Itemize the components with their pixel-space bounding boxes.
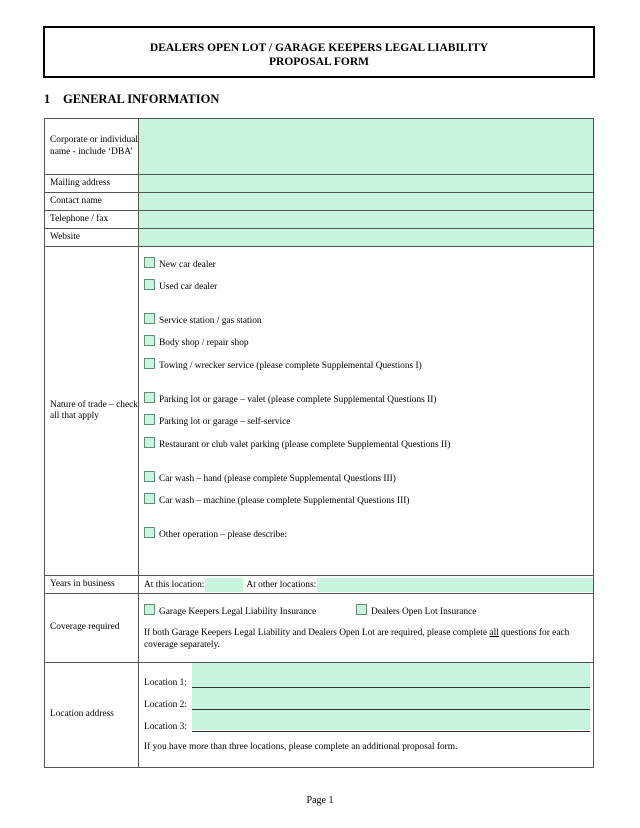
mailing-address-label: Mailing address bbox=[45, 175, 139, 193]
checkbox[interactable] bbox=[144, 471, 155, 482]
checkbox[interactable] bbox=[144, 493, 155, 504]
coverage-note-text: If both Garage Keepers Legal Liability and Dealers Open Lot are required, please complete bbox=[144, 628, 490, 638]
general-information-table bbox=[44, 118, 594, 768]
corporate-name-field[interactable] bbox=[139, 119, 594, 175]
location-2-field[interactable] bbox=[192, 695, 590, 710]
trade-option-label: Parking lot or garage – self-service bbox=[159, 417, 291, 427]
section-title: GENERAL INFORMATION bbox=[63, 92, 220, 106]
trade-option-other[interactable] bbox=[144, 527, 287, 540]
location-1-field[interactable] bbox=[192, 673, 590, 688]
checkbox[interactable] bbox=[144, 527, 155, 538]
trade-option-label: Towing / wrecker service (please complete Supplemental Questions I) bbox=[159, 361, 422, 371]
locations-note: If you have more than three locations, please complete an additional proposal form. bbox=[144, 742, 458, 752]
location-3-row bbox=[144, 717, 590, 732]
nature-of-trade-options bbox=[139, 247, 594, 576]
form-title-box bbox=[43, 26, 595, 78]
contact-name-label: Contact name bbox=[45, 193, 139, 211]
checkbox[interactable] bbox=[356, 604, 367, 615]
trade-option-new-car-dealer[interactable] bbox=[144, 257, 216, 270]
trade-option-towing[interactable] bbox=[144, 358, 422, 371]
checkbox[interactable] bbox=[144, 279, 155, 290]
trade-option-label: Used car dealer bbox=[159, 282, 218, 292]
trade-option-label: Car wash – hand (please complete Supplemental Questions III) bbox=[159, 474, 396, 484]
coverage-required-cell bbox=[139, 594, 594, 663]
other-locations-label: At other locations: bbox=[246, 579, 317, 590]
row-nature-of-trade bbox=[45, 247, 594, 576]
checkbox[interactable] bbox=[144, 257, 155, 268]
row-mailing-address bbox=[45, 175, 594, 193]
trade-option-label: Service station / gas station bbox=[159, 316, 262, 326]
checkbox[interactable] bbox=[144, 414, 155, 425]
coverage-option-label: Garage Keepers Legal Liability Insurance bbox=[159, 607, 317, 617]
form-title-line1: DEALERS OPEN LOT / GARAGE KEEPERS LEGAL LIABILITY bbox=[149, 42, 489, 54]
trade-option-label: Restaurant or club valet parking (please complete Supplemental Questions II) bbox=[159, 440, 451, 450]
contact-name-field[interactable] bbox=[139, 193, 594, 211]
row-telephone-fax bbox=[45, 211, 594, 229]
location-3-label: Location 3: bbox=[144, 722, 187, 732]
corporate-name-label: Corporate or individual name - include ‘DBA’ bbox=[45, 119, 139, 175]
telephone-fax-field[interactable] bbox=[139, 211, 594, 229]
section-heading bbox=[44, 92, 219, 107]
this-location-years-field[interactable] bbox=[205, 578, 243, 592]
trade-option-parking-self-service[interactable] bbox=[144, 414, 290, 427]
location-1-label: Location 1: bbox=[144, 678, 187, 688]
trade-option-label: Car wash – machine (please complete Supplemental Questions III) bbox=[159, 496, 410, 506]
website-field[interactable] bbox=[139, 229, 594, 247]
checkbox[interactable] bbox=[144, 335, 155, 346]
row-corporate-name bbox=[45, 119, 594, 175]
trade-option-label: Parking lot or garage – valet (please complete Supplemental Questions II) bbox=[159, 395, 437, 405]
checkbox[interactable] bbox=[144, 313, 155, 324]
location-2-row bbox=[144, 695, 590, 710]
years-in-business-label: Years in business bbox=[45, 576, 139, 594]
trade-option-label: Other operation – please describe: bbox=[159, 530, 288, 540]
nature-of-trade-label: Nature of trade – check all that apply bbox=[45, 247, 139, 576]
coverage-required-label: Coverage required bbox=[45, 594, 139, 663]
telephone-fax-label: Telephone / fax bbox=[45, 211, 139, 229]
checkbox[interactable] bbox=[144, 437, 155, 448]
website-label: Website bbox=[45, 229, 139, 247]
location-3-field[interactable] bbox=[192, 717, 590, 732]
location-address-cell bbox=[139, 663, 594, 768]
row-location-address bbox=[45, 663, 594, 768]
trade-option-used-car-dealer[interactable] bbox=[144, 279, 217, 292]
trade-option-car-wash-machine[interactable] bbox=[144, 493, 409, 506]
coverage-option-dealers-open-lot[interactable] bbox=[356, 604, 476, 617]
checkbox[interactable] bbox=[144, 604, 155, 615]
coverage-note bbox=[144, 628, 587, 651]
mailing-address-field[interactable] bbox=[139, 175, 594, 193]
years-in-business-cell bbox=[139, 576, 594, 594]
page-number: Page 1 bbox=[306, 795, 334, 806]
this-location-label: At this location: bbox=[144, 579, 205, 590]
trade-option-parking-valet[interactable] bbox=[144, 392, 437, 405]
trade-option-restaurant-valet[interactable] bbox=[144, 437, 450, 450]
row-contact-name bbox=[45, 193, 594, 211]
section-number: 1 bbox=[44, 92, 51, 106]
coverage-option-garage-keepers[interactable] bbox=[144, 604, 316, 617]
coverage-option-label: Dealers Open Lot Insurance bbox=[371, 607, 477, 617]
checkbox[interactable] bbox=[144, 358, 155, 369]
trade-option-label: New car dealer bbox=[159, 260, 216, 270]
row-years-in-business bbox=[45, 576, 594, 594]
location-2-label: Location 2: bbox=[144, 700, 187, 710]
coverage-note-text-end: questions for each coverage separately. bbox=[144, 628, 570, 650]
location-address-label: Location address bbox=[45, 663, 139, 768]
checkbox[interactable] bbox=[144, 392, 155, 403]
trade-option-label: Body shop / repair shop bbox=[159, 338, 249, 348]
form-title-line2: PROPOSAL FORM bbox=[269, 56, 369, 68]
row-website bbox=[45, 229, 594, 247]
trade-option-body-shop[interactable] bbox=[144, 335, 249, 348]
row-coverage-required bbox=[45, 594, 594, 663]
location-1-row bbox=[144, 673, 590, 688]
trade-option-car-wash-hand[interactable] bbox=[144, 471, 396, 484]
other-locations-years-field[interactable] bbox=[317, 578, 593, 592]
trade-option-service-station[interactable] bbox=[144, 313, 262, 326]
coverage-note-emphasis: all bbox=[489, 628, 499, 638]
